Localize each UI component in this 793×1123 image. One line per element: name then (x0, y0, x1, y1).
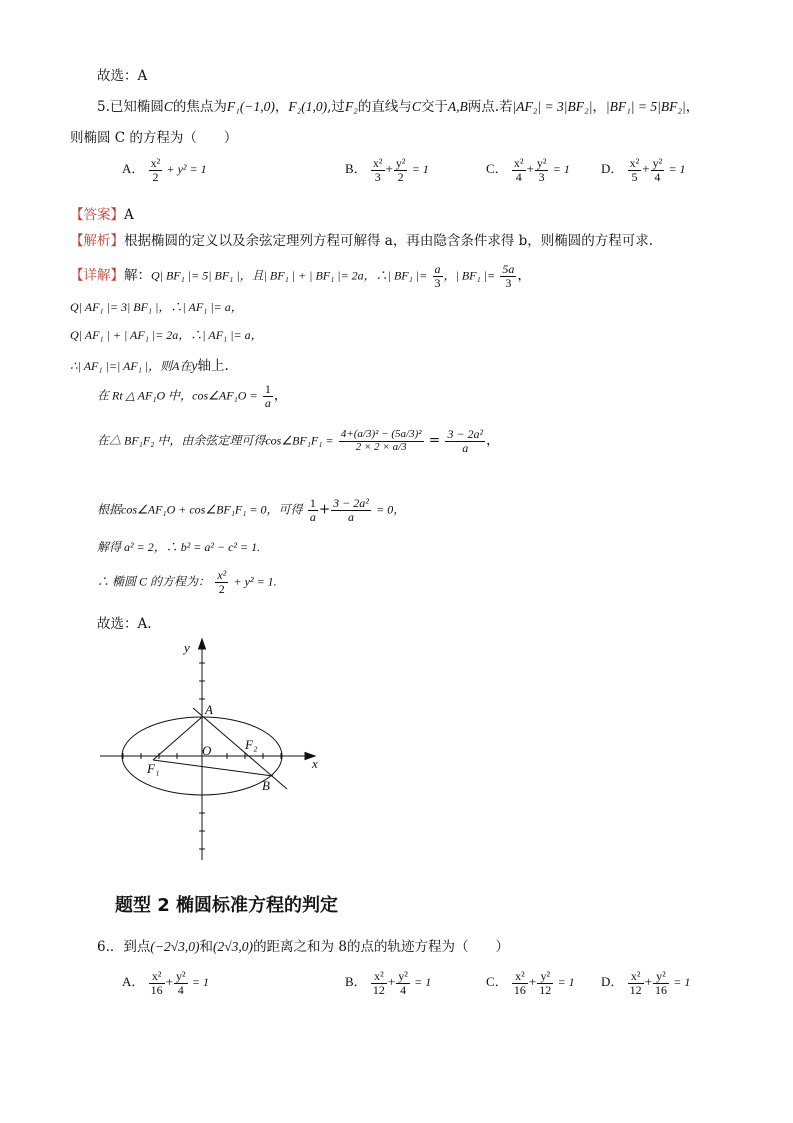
detail-line-7: 根据cos∠AF₁O + cos∠BF₁F₁ = 0，可得 $\frac{1}{a}$ + $\frac{\text{3 − 2a²}}{a}$ = 0， (97, 496, 406, 524)
ellipse-figure (95, 635, 335, 870)
point-f1-label: F₁ (147, 761, 160, 776)
point-a-label: A (205, 702, 213, 717)
previous-answer-line: 故选：A (97, 68, 148, 84)
x-axis-label: x (312, 756, 318, 771)
answer-tag: 【答案】 (70, 207, 124, 223)
q6-option-d[interactable]: D． $\frac{\text{x²}}{12}$ + $\frac{\text{y²}}{16}$ = 1 (601, 969, 691, 997)
section-title: 题型 2 椭圆标准方程的判定 (115, 895, 339, 916)
q6-option-a[interactable]: A． $\frac{\text{x²}}{16}$ + $\frac{\text{y²}}{4}$ = 1 (122, 969, 209, 997)
q5-option-a[interactable]: A． $\frac{\text{x²}}{2}$ + y² = 1 (122, 156, 207, 184)
answer-line: 【答案】A (70, 207, 134, 223)
detail-line-2: Q| AF₁ |= 3| BF₁ |，∴| AF₁ |= a， (70, 300, 243, 314)
y-axis-arrow-icon (199, 639, 206, 649)
y-axis-label: y (184, 640, 190, 655)
detail-line-6: 在△ BF₁F₂ 中，由余弦定理可得cos∠BF₁F₁ = $\frac{\text{4+(a/3)² − (5a/3)²}}{2 \times 2 \times a/3}$ = $\frac{\text{3 − 2a²}}{a}$ ， (97, 427, 500, 455)
detail-tag: 【详解】 (70, 267, 124, 284)
q5-option-d[interactable]: D． $\frac{\text{x²}}{5}$ + $\frac{\text{y²}}{4}$ = 1 (601, 156, 686, 184)
detail-line-10: 故选：A. (97, 616, 152, 632)
detail-line-3: Q| AF₁ | + | AF₁ |= 2a，∴| AF₁ |= a， (70, 328, 263, 342)
q5-stem: 5.已知椭圆C的焦点为F₁(−1,0)，F₂(1,0),过F₂的直线与C交于A,B两点.若|AF₂| = 3|BF₂|，|BF₁| = 5|BF₂|， (97, 99, 700, 115)
segment-f1-b (153, 760, 273, 776)
q5-stem-line2: 则椭圆 C 的方程为（ ） (70, 130, 238, 146)
q6-option-b[interactable]: B． $\frac{\text{x²}}{12}$ + $\frac{\text{y²}}{4}$ = 1 (345, 969, 432, 997)
q5-option-b[interactable]: B． $\frac{\text{x²}}{3}$ + $\frac{\text{y²}}{2}$ = 1 (345, 156, 429, 184)
q6-stem: 6.．到点(−2√3,0)和(2√3,0)的距离之和为 8的点的轨迹方程为（ ） (97, 939, 509, 955)
q6-option-c[interactable]: C． $\frac{\text{x²}}{16}$ + $\frac{\text{y²}}{12}$ = 1 (486, 969, 575, 997)
point-b-label: B (262, 778, 270, 793)
analysis-line: 【解析】根据椭圆的定义以及余弦定理列方程可解得 a，再由隐含条件求得 b，则椭圆的方程可求. (70, 233, 654, 249)
detail-line-5: 在 Rt △ AF₁O 中，cos∠AF₁O = $\frac{1}{a}$ ， (97, 382, 288, 410)
detail-line-4: ∴| AF₁ |=| AF₁ |，则A在y轴上. (70, 358, 229, 374)
origin-label: O (202, 743, 212, 758)
analysis-tag: 【解析】 (70, 233, 124, 249)
q5-option-c[interactable]: C． $\frac{\text{x²}}{4}$ + $\frac{\text{y²}}{3}$ = 1 (486, 156, 570, 184)
detail-line-9: ∴ 椭圆 C 的方程为： $\frac{\text{x²}}{2}$ + y² = 1. (97, 568, 277, 596)
detail-line-8: 解得 a² = 2，∴ b² = a² − c² = 1. (97, 540, 261, 554)
point-f2-label: F₂ (245, 737, 258, 752)
detail-line-1: 【详解】解：Q| BF₁ |= 5| BF₁ |，且| BF₁ | + | BF₁ |= 2a，∴| BF₁ |= $\frac{a}{3}$ ，| BF₁ |= $\frac{5a}{3}$ ， (70, 262, 531, 290)
